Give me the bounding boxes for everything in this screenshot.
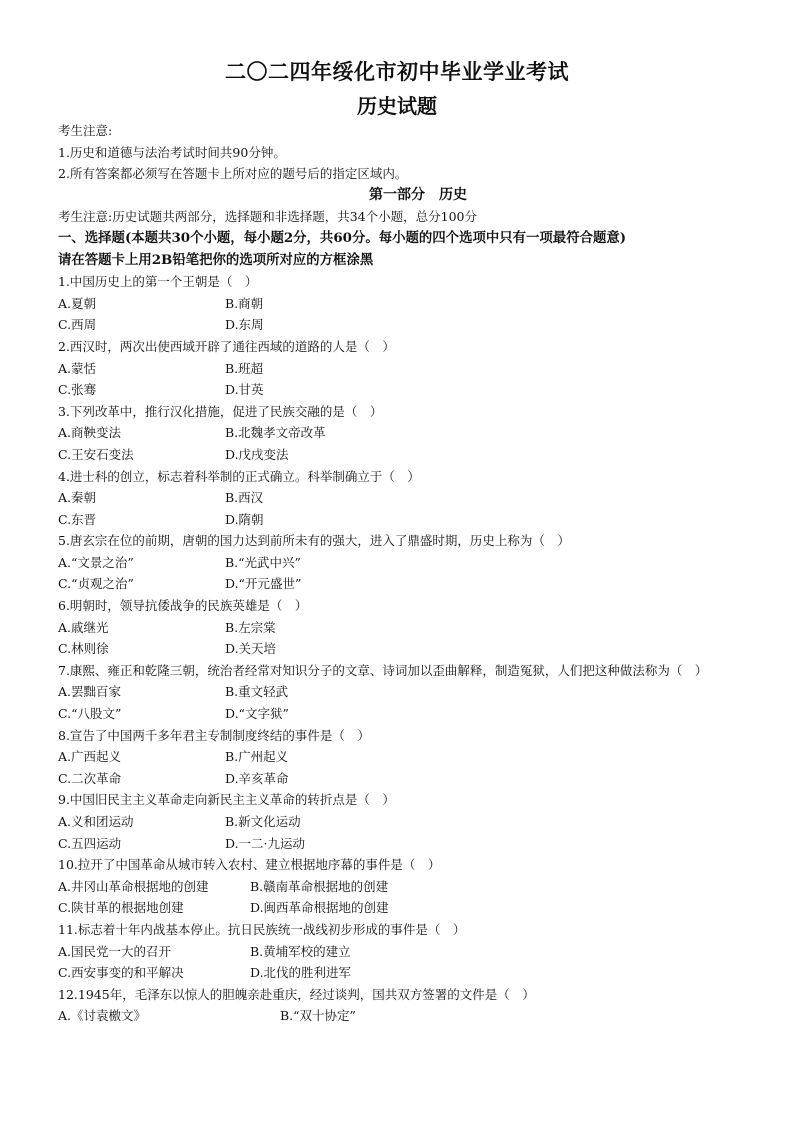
option-b: B.西汉 (225, 490, 264, 506)
option-c: C.东晋 (58, 511, 97, 527)
option-b: B.班超 (225, 360, 264, 376)
question-3: 3.下列改革中，推行汉化措施，促进了民族交融的是（ ） (58, 403, 383, 419)
option-d: D.隋朝 (225, 511, 264, 527)
part-title: 第一部分 历史 (369, 186, 467, 203)
option-d: D.“开元盛世” (225, 576, 302, 592)
options-row (58, 293, 748, 315)
option-d: D.东周 (225, 317, 264, 333)
option-b: B.商朝 (225, 295, 264, 311)
option-c: C.二次革命 (58, 770, 122, 786)
option-a: A.广西起义 (58, 749, 122, 765)
exam-body (58, 120, 748, 1027)
option-b: B.“光武中兴” (225, 554, 301, 570)
options-row (58, 681, 748, 703)
options-row (58, 897, 748, 919)
option-a: A.夏朝 (58, 295, 97, 311)
section-instruction: 请在答题卡上用2B铅笔把你的选项所对应的方框涂黑 (58, 251, 374, 268)
option-d: D.戊戌变法 (225, 446, 289, 462)
options-row (58, 811, 748, 833)
option-a: A.商鞅变法 (58, 425, 122, 441)
options-row (58, 509, 748, 531)
question-9: 9.中国旧民主主义革命走向新民主主义革命的转折点是（ ） (58, 792, 395, 808)
question-8: 8.宣告了中国两千多年君主专制制度终结的事件是（ ） (58, 727, 370, 743)
section-title: 一、选择题(本题共30个小题，每小题2分，共60分。每小题的四个选项中只有一项最符合题意) (58, 229, 627, 246)
option-b: B.广州起义 (225, 749, 289, 765)
options-row (58, 573, 748, 595)
options-row (58, 941, 748, 963)
options-row (58, 962, 748, 984)
option-c: C.陕甘革的根据地创建 (58, 900, 184, 916)
option-d: D.甘英 (225, 382, 264, 398)
option-d: D.一二·九运动 (225, 835, 306, 851)
option-d: D.“文字狱” (225, 706, 289, 722)
options-row (58, 358, 748, 380)
option-a: A.《讨袁檄文》 (58, 1008, 147, 1024)
options-row (58, 552, 748, 574)
option-c: C.“八股文” (58, 706, 122, 722)
option-b: B.黄埔军校的建立 (250, 943, 351, 959)
question-4: 4.进士科的创立，标志着科举制的正式确立。科举制确立于（ ） (58, 468, 420, 484)
option-d: D.闽西革命根据地的创建 (250, 900, 389, 916)
options-row (58, 422, 748, 444)
options-row (58, 617, 748, 639)
option-a: A.井冈山革命根据地的创建 (58, 878, 209, 894)
option-b: B.重文轻武 (225, 684, 289, 700)
option-a: A.“文景之治” (58, 554, 134, 570)
option-b: B.赣南革命根据地的创建 (250, 878, 389, 894)
part-note: 考生注意:历史试题共两部分，选择题和非选择题，共34个小题，总分100分 (58, 209, 477, 225)
notice-item-1: 1.历史和道德与法治考试时间共90分钟。 (58, 144, 286, 160)
exam-subtitle: 历史试题 (357, 94, 437, 118)
options-row (58, 746, 748, 768)
option-c: C.西安事变的和平解决 (58, 965, 184, 981)
option-c: C.王安石变法 (58, 446, 134, 462)
option-a: A.罢黜百家 (58, 684, 122, 700)
options-row (58, 833, 748, 855)
question-12: 12.1945年，毛泽东以惊人的胆魄亲赴重庆，经过谈判，国共双方签署的文件是（ ） (58, 986, 535, 1002)
options-row (58, 638, 748, 660)
question-11: 11.标志着十年内战基本停止。抗日民族统一战线初步形成的事件是（ ） (58, 921, 466, 937)
options-row (58, 768, 748, 790)
notice-heading: 考生注意: (58, 123, 113, 138)
option-d: D.关天培 (225, 641, 277, 657)
question-1: 1.中国历史上的第一个王朝是（ ） (58, 274, 258, 290)
option-a: A.秦朝 (58, 490, 97, 506)
question-10: 10.拉开了中国革命从城市转入农村、建立根据地序幕的事件是（ ） (58, 857, 441, 873)
notice-item-2: 2.所有答案都必须写在答题卡上所对应的题号后的指定区域内。 (58, 166, 408, 182)
option-d: D.辛亥革命 (225, 770, 289, 786)
options-row (58, 487, 748, 509)
exam-title: 二〇二四年绥化市初中毕业学业考试 (225, 59, 569, 84)
options-row (58, 314, 748, 336)
option-d: D.北伐的胜利进军 (250, 965, 352, 981)
question-2: 2.西汉时，两次出使西域开辟了通往西域的道路的人是（ ） (58, 338, 395, 354)
question-6: 6.明朝时，领导抗倭战争的民族英雄是（ ） (58, 598, 308, 614)
option-b: B.“双十协定” (280, 1008, 356, 1024)
options-row (58, 444, 748, 466)
options-row (58, 1005, 748, 1027)
option-a: A.蒙恬 (58, 360, 97, 376)
option-a: A.义和团运动 (58, 814, 134, 829)
question-5: 5.唐玄宗在位的前期，唐朝的国力达到前所未有的强大，进入了鼎盛时期，历史上称为（ ） (58, 533, 570, 549)
options-row (58, 379, 748, 401)
option-c: C.林则徐 (58, 641, 109, 657)
option-b: B.北魏孝文帝改革 (225, 425, 326, 441)
option-c: C.五四运动 (58, 835, 122, 851)
options-row (58, 876, 748, 898)
option-c: C.张骞 (58, 382, 97, 398)
option-b: B.左宗棠 (225, 619, 276, 635)
option-a: A.戚继光 (58, 619, 109, 635)
question-7: 7.康熙、雍正和乾隆三朝，统治者经常对知识分子的文章、诗词加以歪曲解释，制造冤狱，人们把这种做法称为（ ） (58, 662, 708, 678)
option-a: A.国民党一大的召开 (58, 943, 172, 959)
option-c: C.西周 (58, 317, 97, 333)
options-row (58, 703, 748, 725)
option-c: C.“贞观之治” (58, 576, 134, 592)
option-b: B.新文化运动 (225, 814, 301, 829)
